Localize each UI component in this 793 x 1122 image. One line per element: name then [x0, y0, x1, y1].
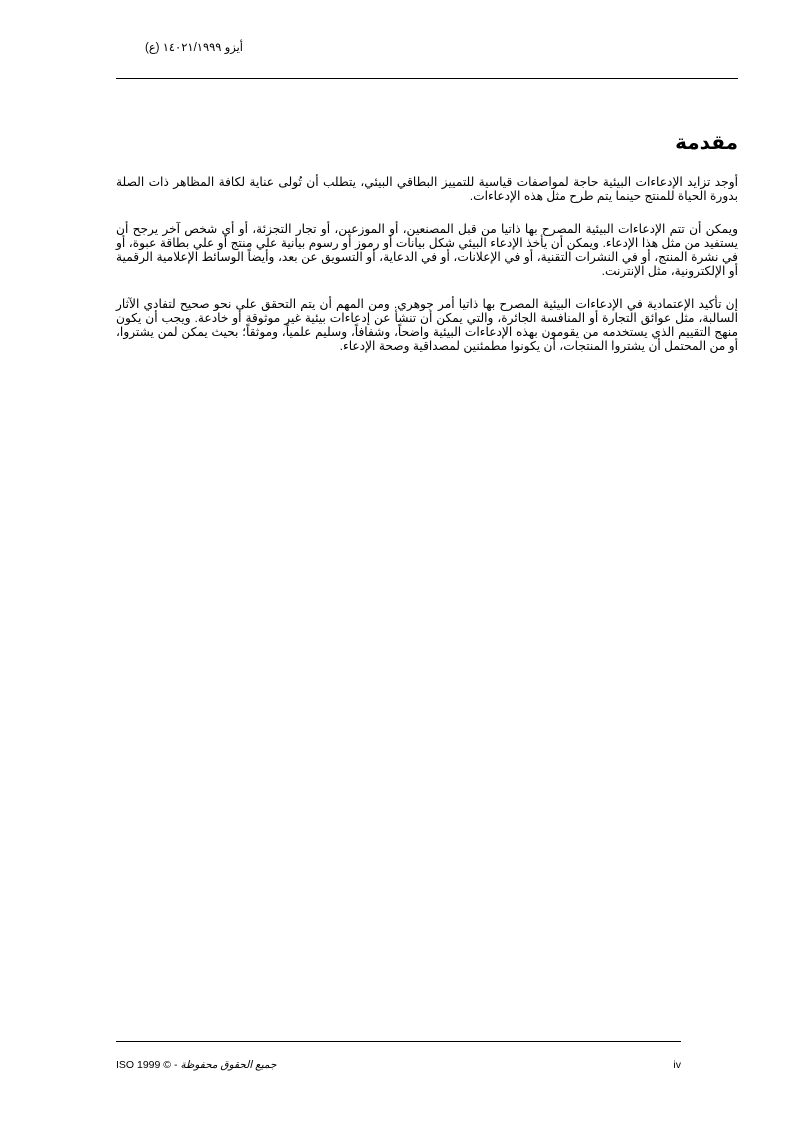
footer-copyright-block	[116, 1059, 306, 1072]
page-number: iv	[673, 1059, 681, 1071]
footer-separator: -	[171, 1059, 181, 1071]
introduction-paragraph-1: أوجد تزايد الإدعاءات البيئية حاجة لمواصفات قياسية للتمييز البطاقي البيئي، يتطلب أن تُولى عناية لكافة المظاهر ذات الصلة بدورة الحياة للمنتج حينما يتم طرح مثل هذه الإدعاءات.	[116, 175, 738, 203]
section-title: مقدمة	[675, 132, 738, 154]
header-standard-reference: أيزو ١٤٠٢١/١٩٩٩ (ع)	[144, 42, 243, 54]
introduction-paragraph-2: ويمكن أن تتم الإدعاءات البيئية المصرح بها ذاتيا من قبل المصنعين، أو الموزعين، أو تجار التجزئة، أو أي شخص آخر يرجح أن يستفيد من مثل هذا الإدعاء. ويمكن أن يأخذ الإدعاء البيئي شكل بيانات أو رموز أو رسوم بيانية علي منتج أو علي بطاقة عبوة، أو في نشرة المنتج، أو في النشرات التقنية، أو في الإعلانات، أو في الدعاية، أو التسويق عن بعد، وأيضاً الوسائط الإعلامية الرقمية أو الإلكترونية، مثل الإنترنت.	[116, 222, 738, 278]
main-content	[116, 130, 738, 372]
footer-copyright: © ISO 1999	[116, 1059, 172, 1071]
footer-rights-reserved: جميع الحقوق محفوظة	[180, 1059, 277, 1071]
header-divider	[116, 78, 738, 79]
introduction-paragraph-3: إن تأكيد الإعتمادية في الإدعاءات البيئية المصرح بها ذاتيا أمر جوهري. ومن المهم أن يتم التحقق على نحو صحيح لتفادي الآثار السالبة، مثل عوائق التجارة أو المنافسة الجائرة، والتي يمكن أن تنشأ عن إدعاءات بيئية غير موثوقة أو خادعة. ويجب أن يكون منهج التقييم الذي يستخدمه من يقومون بهذه الإدعاءات البيئية واضحاً، وشفافاً، وسليم علمياً، وموثقاً؛ بحيث يمكن لمن يشتروا، أو من المحتمل أن يشتروا المنتجات، أن يكونوا مطمئنين لمصداقية وصحة الإدعاء.	[116, 297, 738, 353]
footer-divider	[116, 1041, 681, 1042]
